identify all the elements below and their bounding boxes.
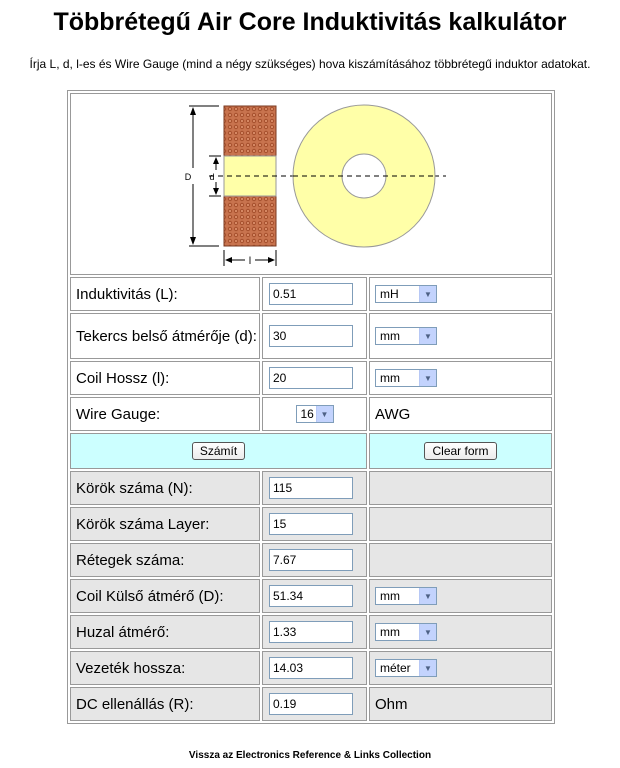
result-row-resistance	[70, 687, 552, 721]
outer-diameter-output[interactable]	[269, 585, 353, 607]
chevron-down-icon: ▼	[419, 370, 436, 386]
label-layers: Rétegek száma:	[70, 543, 260, 577]
coil-length-input[interactable]	[269, 367, 353, 389]
turns-output[interactable]	[269, 477, 353, 499]
chevron-down-icon: ▼	[419, 328, 436, 344]
result-row-turns	[70, 471, 552, 505]
input-row-inner-diameter	[70, 313, 552, 359]
result-row-turns-per-layer	[70, 507, 552, 541]
label-inductance: Induktivitás (L):	[70, 277, 260, 311]
coil-length-unit-select[interactable]: mm ▼	[375, 369, 437, 387]
wire-gauge-unit: AWG	[369, 397, 552, 431]
input-row-wire-gauge	[70, 397, 552, 431]
result-row-outer-diameter	[70, 579, 552, 613]
resistance-output[interactable]	[269, 693, 353, 715]
result-row-wire-diameter	[70, 615, 552, 649]
label-wire-gauge: Wire Gauge:	[70, 397, 260, 431]
page-title: Többrétegű Air Core Induktivitás kalkulátor	[53, 8, 567, 36]
outer-diameter-unit-select[interactable]: mm ▼	[375, 587, 437, 605]
inductance-unit-select[interactable]: mH ▼	[375, 285, 437, 303]
wire-diameter-unit-select[interactable]: mm ▼	[375, 623, 437, 641]
label-wire-diameter: Huzal átmérő:	[70, 615, 260, 649]
wire-gauge-select[interactable]: 16 ▼	[296, 405, 334, 423]
label-d: d	[209, 172, 215, 182]
input-row-inductance	[70, 277, 552, 311]
label-wire-length: Vezeték hossza:	[70, 651, 260, 685]
wire-length-output[interactable]	[269, 657, 353, 679]
compute-button[interactable]: Számít	[192, 442, 245, 460]
layers-output[interactable]	[269, 549, 353, 571]
label-outer-diameter: Coil Külső átmérő (D):	[70, 579, 260, 613]
footer-link[interactable]: Vissza az Electronics Reference & Links Collection	[188, 750, 432, 761]
clear-form-button[interactable]: Clear form	[424, 442, 496, 460]
coil-diagram	[70, 93, 552, 275]
chevron-down-icon: ▼	[316, 406, 333, 422]
result-row-wire-length	[70, 651, 552, 685]
label-resistance: DC ellenállás (R):	[70, 687, 260, 721]
inner-diameter-unit-select[interactable]: mm ▼	[375, 327, 437, 345]
label-l: l	[248, 256, 252, 267]
inductance-input[interactable]	[269, 283, 353, 305]
wire-length-unit-select[interactable]: méter ▼	[375, 659, 437, 677]
intro-text: Írja L, d, l-es és Wire Gauge (mind a négy szükséges) hova kiszámításához többrétegű induktor adatokat.	[29, 57, 591, 71]
chevron-down-icon: ▼	[419, 588, 436, 604]
result-row-layers	[70, 543, 552, 577]
label-turns-per-layer: Körök száma Layer:	[70, 507, 260, 541]
label-coil-length: Coil Hossz (l):	[70, 361, 260, 395]
button-row	[70, 433, 552, 469]
label-turns: Körök száma (N):	[70, 471, 260, 505]
chevron-down-icon: ▼	[419, 660, 436, 676]
label-inner-diameter: Tekercs belső átmérője (d):	[70, 313, 260, 359]
label-D: D	[184, 172, 192, 182]
wire-diameter-output[interactable]	[269, 621, 353, 643]
resistance-unit: Ohm	[369, 687, 552, 721]
coil-diagram-svg	[71, 94, 551, 270]
turns-per-layer-output[interactable]	[269, 513, 353, 535]
chevron-down-icon: ▼	[419, 624, 436, 640]
inner-diameter-input[interactable]	[269, 325, 353, 347]
input-row-coil-length	[70, 361, 552, 395]
chevron-down-icon: ▼	[419, 286, 436, 302]
calculator-table	[67, 90, 555, 724]
